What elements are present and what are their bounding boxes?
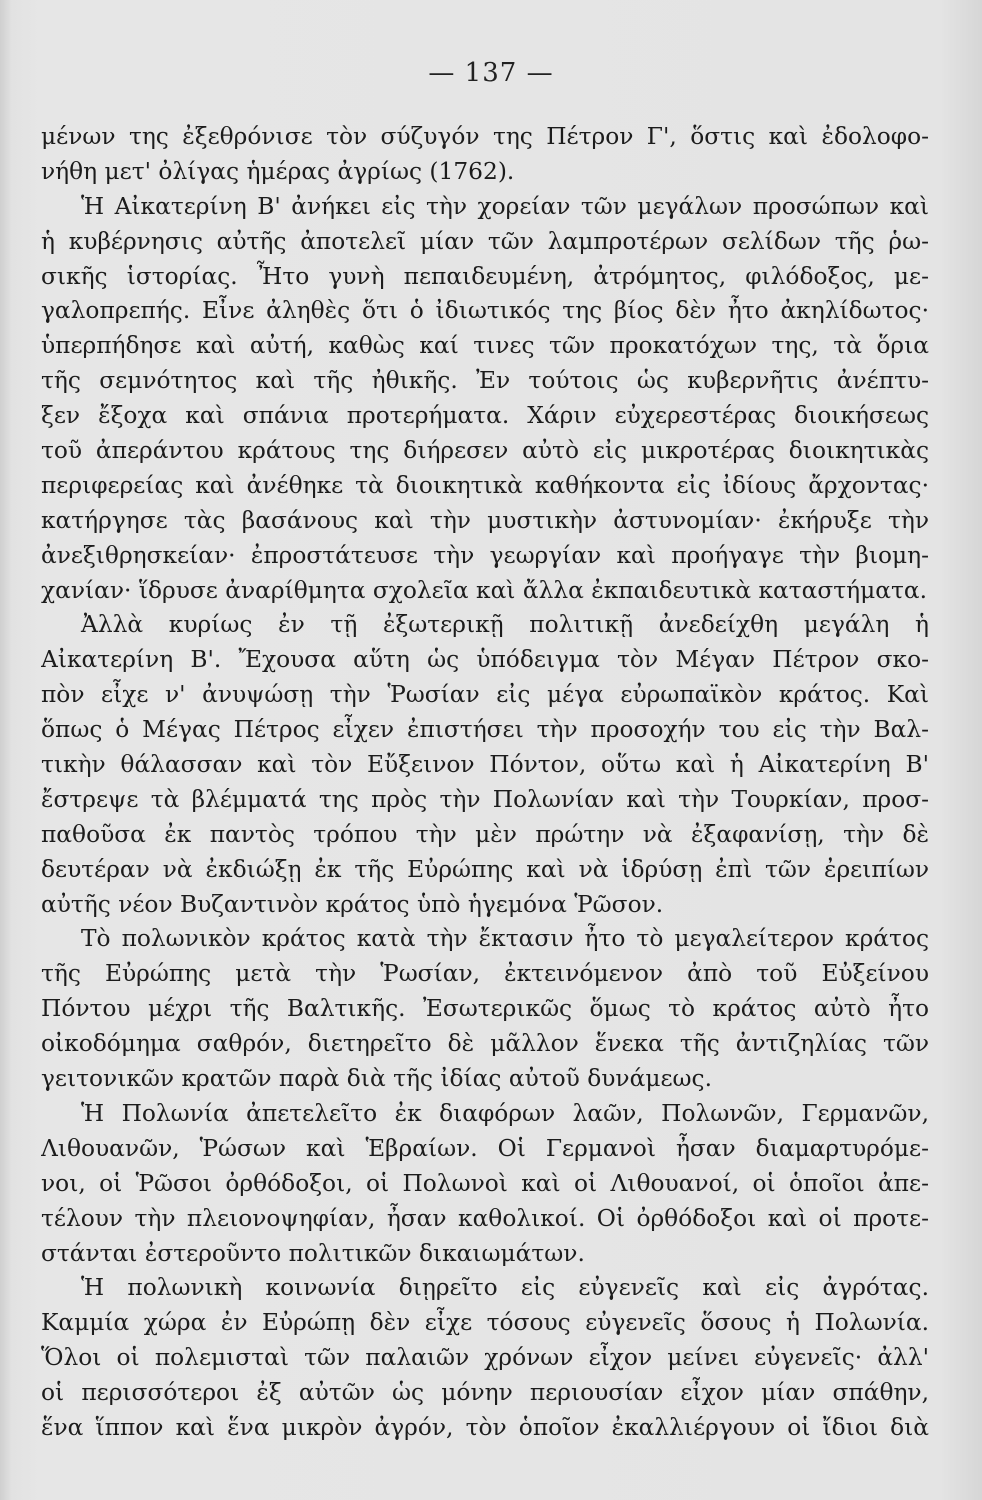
text-line: γειτονικῶν κρατῶν παρὰ διὰ τῆς ἰδίας αὐτοῦ δυνάμεως. [41, 1065, 712, 1093]
text-line: ἔστρεψε τὰ βλέμματά της πρὸς τὴν Πολωνίαν καὶ τὴν Τουρκίαν, προσ- [41, 785, 929, 813]
text-line: Ἀλλὰ κυρίως ἐν τῇ ἐξωτερικῇ πολιτικῇ ἀνεδείχθη μεγάλη ἡ [81, 611, 929, 639]
body-text [41, 120, 929, 1446]
text-line: ἡ κυβέρνησις αὐτῆς ἀποτελεῖ μίαν τῶν λαμπροτέρων σελίδων τῆς ῥω- [41, 227, 929, 255]
text-line: ξεν ἔξοχα καὶ σπάνια προτερήματα. Χάριν εὐχερεστέρας διοικήσεως [41, 402, 929, 430]
text-line: στάνται ἐστεροῦντο πολιτικῶν δικαιωμάτων. [41, 1239, 585, 1267]
text-line: τοῦ ἀπεράντου κράτους της διήρεσεν αὐτὸ εἰς μικροτέρας διοικητικὰς [41, 437, 929, 465]
text-line: περιφερείας καὶ ἀνέθηκε τὰ διοικητικὰ καθήκοντα εἰς ἰδίους ἄρχοντας· [41, 471, 929, 499]
text-line: ὅπως ὁ Μέγας Πέτρος εἶχεν ἐπιστήσει τὴν προσοχήν του εἰς τὴν Βαλ- [41, 716, 929, 744]
text-line: Ὅλοι οἱ πολεμισταὶ τῶν παλαιῶν χρόνων εἶχον μείνει εὐγενεῖς· ἀλλ' [41, 1344, 929, 1372]
text-line: τέλουν τὴν πλειονοψηφίαν, ἦσαν καθολικοί. Οἱ ὀρθόδοξοι καὶ οἱ προτε- [41, 1204, 929, 1232]
text-line: νοι, οἱ Ῥῶσοι ὀρθόδοξοι, οἱ Πολωνοὶ καὶ οἱ Λιθουανοί, οἱ ὁποῖοι ἀπε- [41, 1169, 929, 1197]
text-line: Ἡ Πολωνία ἀπετελεῖτο ἐκ διαφόρων λαῶν, Πολωνῶν, Γερμανῶν, [81, 1099, 929, 1127]
text-line: ἀνεξιθρησκείαν· ἐπροστάτευσε τὴν γεωργίαν καὶ προήγαγε τὴν βιομη- [41, 541, 929, 569]
text-line: Ἡ πολωνικὴ κοινωνία διῃρεῖτο εἰς εὐγενεῖς καὶ εἰς ἀγρότας. [81, 1274, 929, 1302]
text-line: Ἡ Αἰκατερίνη Β' ἀνήκει εἰς τὴν χορείαν τῶν μεγάλων προσώπων καὶ [81, 192, 929, 220]
text-line: Λιθουανῶν, Ῥώσων καὶ Ἑβραίων. Οἱ Γερμανοὶ ἦσαν διαμαρτυρόμε- [41, 1134, 929, 1162]
text-line: πὸν εἶχε ν' ἀνυψώσῃ τὴν Ῥωσίαν εἰς μέγα εὐρωπαϊκὸν κράτος. Καὶ [41, 681, 929, 709]
text-line: τῆς σεμνότητος καὶ τῆς ἠθικῆς. Ἐν τούτοις ὡς κυβερνῆτις ἀνέπτυ- [41, 367, 929, 395]
page-number: — 137 — [428, 58, 554, 88]
text-line: Καμμία χώρα ἐν Εὐρώπῃ δὲν εἶχε τόσους εὐγενεῖς ὅσους ἡ Πολωνία. [41, 1309, 929, 1337]
text-line: Τὸ πολωνικὸν κράτος κατὰ τὴν ἔκτασιν ἦτο τὸ μεγαλείτερον κράτος [81, 925, 929, 953]
text-line: Πόντου μέχρι τῆς Βαλτικῆς. Ἐσωτερικῶς ὅμως τὸ κράτος αὐτὸ ἦτο [41, 995, 929, 1023]
text-line: γαλοπρεπής. Εἶνε ἀληθὲς ὅτι ὁ ἰδιωτικός της βίος δὲν ἦτο ἀκηλίδωτος· [41, 297, 929, 325]
text-line: τῆς Εὐρώπης μετὰ τὴν Ῥωσίαν, ἐκτεινόμενον ἀπὸ τοῦ Εὐξείνου [41, 960, 929, 988]
text-line: Αἰκατερίνη Β'. Ἔχουσα αὕτη ὡς ὑπόδειγμα τὸν Μέγαν Πέτρον σκο- [41, 646, 929, 674]
text-line: νήθη μετ' ὀλίγας ἡμέρας ἀγρίως (1762). [41, 157, 515, 185]
text-line: αὐτῆς νέον Βυζαντινὸν κράτος ὑπὸ ἡγεμόνα Ῥῶσον. [41, 890, 664, 918]
text-line: τικὴν θάλασσαν καὶ τὸν Εὔξεινον Πόντον, οὕτω καὶ ἡ Αἰκατερίνη Β' [41, 751, 929, 779]
text-line: οἰκοδόμημα σαθρόν, διετηρεῖτο δὲ μᾶλλον ἕνεκα τῆς ἀντιζηλίας τῶν [41, 1030, 929, 1058]
text-line: δευτέραν νὰ ἐκδιώξῃ ἐκ τῆς Εὐρώπης καὶ νὰ ἱδρύσῃ ἐπὶ τῶν ἐρειπίων [41, 855, 929, 883]
text-line: χανίαν· ἵδρυσε ἀναρίθμητα σχολεῖα καὶ ἄλλα ἐκπαιδευτικὰ καταστήματα. [41, 576, 928, 604]
text-line: παθοῦσα ἐκ παντὸς τρόπου τὴν μὲν πρώτην νὰ ἐξαφανίσῃ, τὴν δὲ [41, 820, 929, 848]
text-line: σικῆς ἱστορίας. Ἦτο γυνὴ πεπαιδευμένη, ἀτρόμητος, φιλόδοξος, με- [41, 262, 929, 290]
text-line: μένων της ἐξεθρόνισε τὸν σύζυγόν της Πέτρον Γ', ὅστις καὶ ἐδολοφο- [41, 123, 929, 150]
text-line: ὑπερπήδησε καὶ αὐτή, καθὼς καί τινες τῶν προκατόχων της, τὰ ὅρια [41, 332, 929, 360]
text-line: κατήργησε τὰς βασάνους καὶ τὴν μυστικὴν ἀστυνομίαν· ἐκήρυξε τὴν [41, 506, 929, 534]
text-line: οἱ περισσότεροι ἐξ αὐτῶν ὡς μόνην περιουσίαν εἶχον μίαν σπάθην, [41, 1379, 929, 1407]
text-line: ἕνα ἵππον καὶ ἕνα μικρὸν ἀγρόν, τὸν ὁποῖον ἐκαλλιέργουν οἱ ἴδιοι διὰ [41, 1413, 929, 1441]
